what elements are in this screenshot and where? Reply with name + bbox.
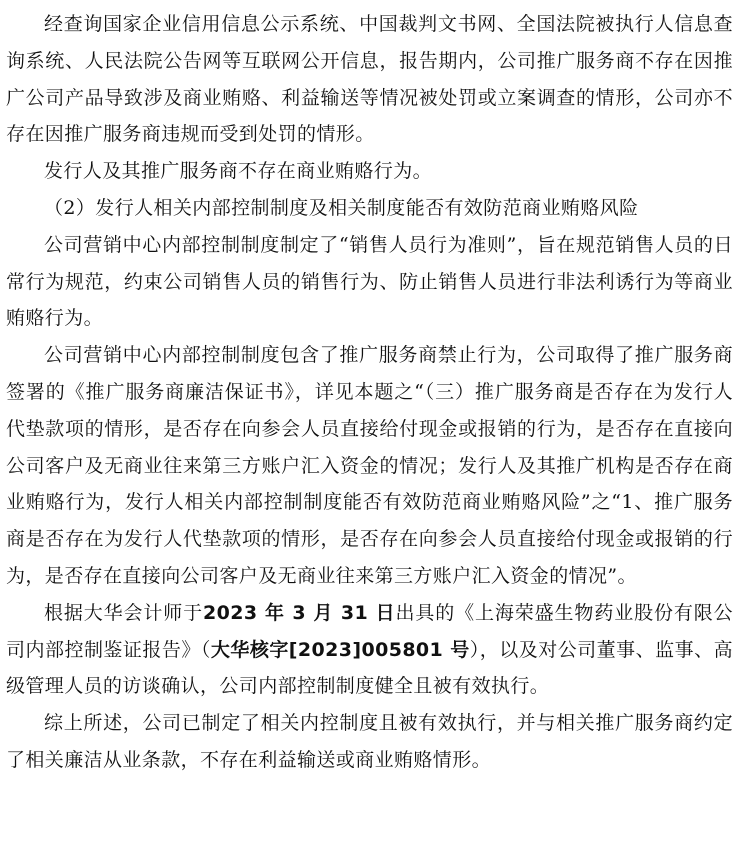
paragraph-promoter-integrity-pledge: 公司营销中心内部控制制度包含了推广服务商禁止行为，公司取得了推广服务商签署的《推广服务商廉洁保证书》，详见本题之“（三）推广服务商是否存在为发行人代垫款项的情形，是否存在向参会人员直接给付现金或报销的行为，是否存在直接向公司客户及无商业往来第三方账户汇入资金的情况；发行人及其推广机构是否存在商业贿赂行为，发行人相关内部控制制度能否有效防范商业贿赂风险”之“1、推广服务商是否存在为发行人代垫款项的情形，是否存在向参会人员直接给付现金或报销的行为，是否存在直接向公司客户及无商业往来第三方账户汇入资金的情况”。	[6, 344, 733, 587]
paragraph-no-bribery-conclusion: 发行人及其推广服务商不存在商业贿赂行为。	[44, 160, 433, 183]
paragraph-summary: 综上所述，公司已制定了相关内控制度且被有效执行，并与相关推广服务商约定了相关廉洁从业条款，不存在利益输送或商业贿赂情形。	[6, 712, 733, 771]
audit-text-part2: 出具的《上海荣盛生物药业股份有限公司内部控制鉴证报告》（	[6, 601, 733, 661]
section-heading-internal-control: （2）发行人相关内部控制制度及相关制度能否有效防范商业贿赂风险	[44, 196, 639, 219]
paragraph-public-records-check: 经查询国家企业信用信息公示系统、中国裁判文书网、全国法院被执行人信息查询系统、人民法院公告网等互联网公开信息，报告期内，公司推广服务商不存在因推广公司产品导致涉及商业贿赂、利益输送等情况被处罚或立案调查的情形，公司亦不存在因推广服务商违规而受到处罚的情形。	[6, 13, 733, 146]
audit-text-part1: 根据大华会计师于	[44, 601, 204, 624]
paragraph-sales-code-of-conduct: 公司营销中心内部控制制度制定了“销售人员行为准则”，旨在规范销售人员的日常行为规范，约束公司销售人员的销售行为、防止销售人员进行非法利诱行为等商业贿赂行为。	[6, 233, 733, 330]
audit-text-part3: ），以及对公司董事、监事、高级管理人员的访谈确认，公司内部控制制度健全且被有效执行。	[6, 638, 733, 698]
paragraph-audit-report	[6, 595, 733, 705]
audit-report-number: 大华核字[2023]005801 号	[210, 638, 470, 661]
audit-report-date: 2023 年 3 月 31 日	[203, 601, 396, 624]
